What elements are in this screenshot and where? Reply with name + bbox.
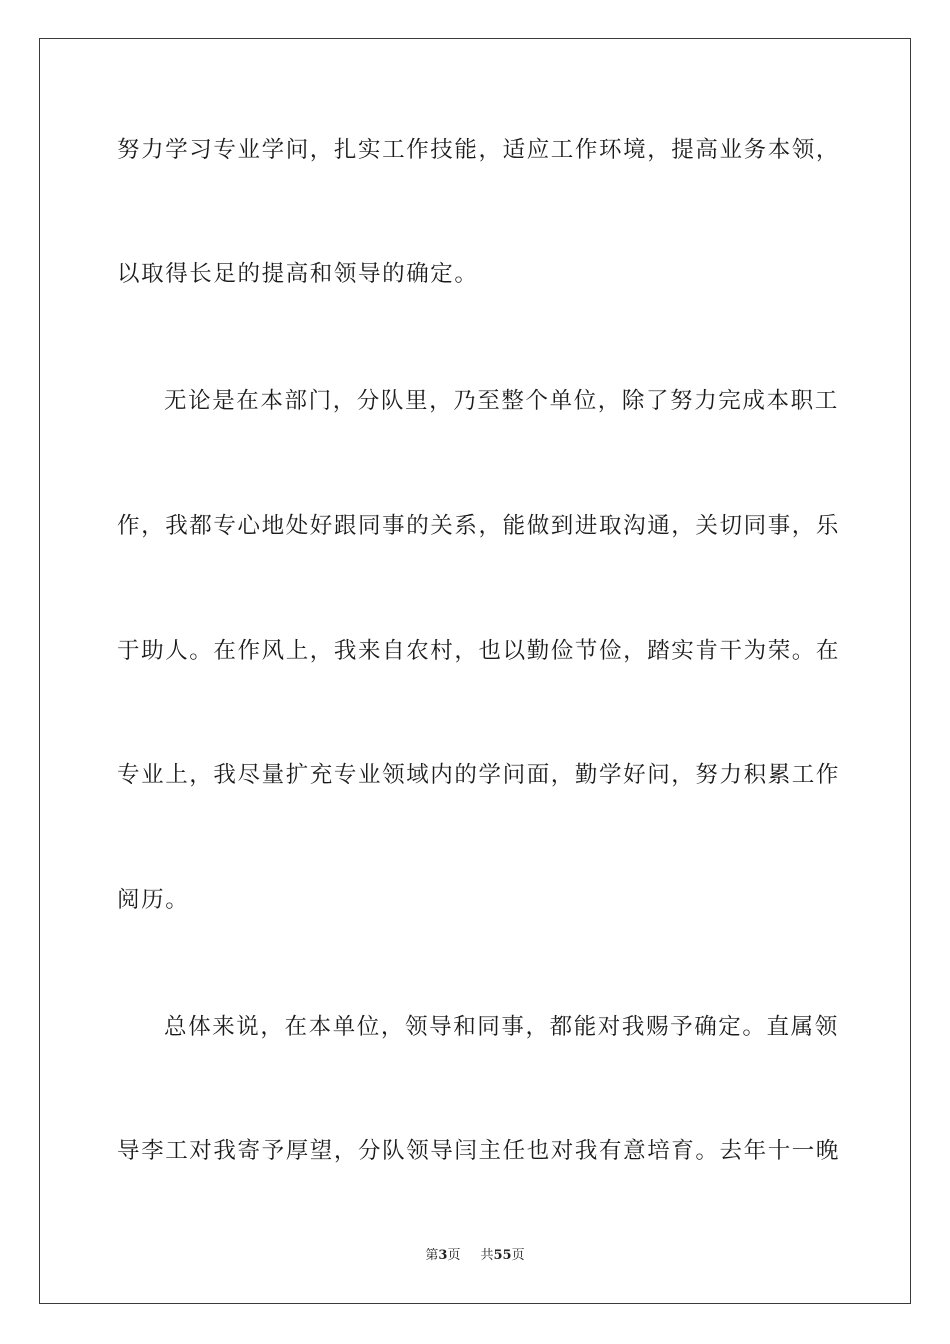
total-prefix: 共 (480, 1248, 494, 1263)
page-number: 3 (438, 1248, 448, 1263)
text-line-7: 阅历。 (117, 887, 190, 913)
total-pages: 55 (493, 1248, 512, 1263)
total-suffix: 页 (511, 1248, 525, 1263)
text-line-9: 导李工对我寄予厚望，分队领导闫主任也对我有意培育。去年十一晚 (117, 1138, 841, 1164)
text-line-8: 总体来说，在本单位，领导和同事，都能对我赐予确定。直属领 (164, 1014, 839, 1040)
text-line-1: 努力学习专业学问，扎实工作技能，适应工作环境，提高业务本领， (117, 137, 841, 163)
text-line-2: 以取得长足的提高和领导的确定。 (117, 261, 479, 287)
page-prefix: 第 (425, 1248, 439, 1263)
text-line-6: 专业上，我尽量扩充专业领域内的学问面，勤学好问，努力积累工作 (117, 762, 841, 788)
page-suffix: 页 (447, 1248, 461, 1263)
text-line-5: 于助人。在作风上，我来自农村，也以勤俭节俭，踏实肯干为荣。在 (117, 638, 841, 664)
text-line-3: 无论是在本部门，分队里，乃至整个单位，除了努力完成本职工 (164, 388, 839, 414)
page-border (39, 38, 911, 1304)
page-footer (0, 1247, 950, 1265)
text-line-4: 作，我都专心地处好跟同事的关系，能做到进取沟通，关切同事，乐 (117, 513, 841, 539)
